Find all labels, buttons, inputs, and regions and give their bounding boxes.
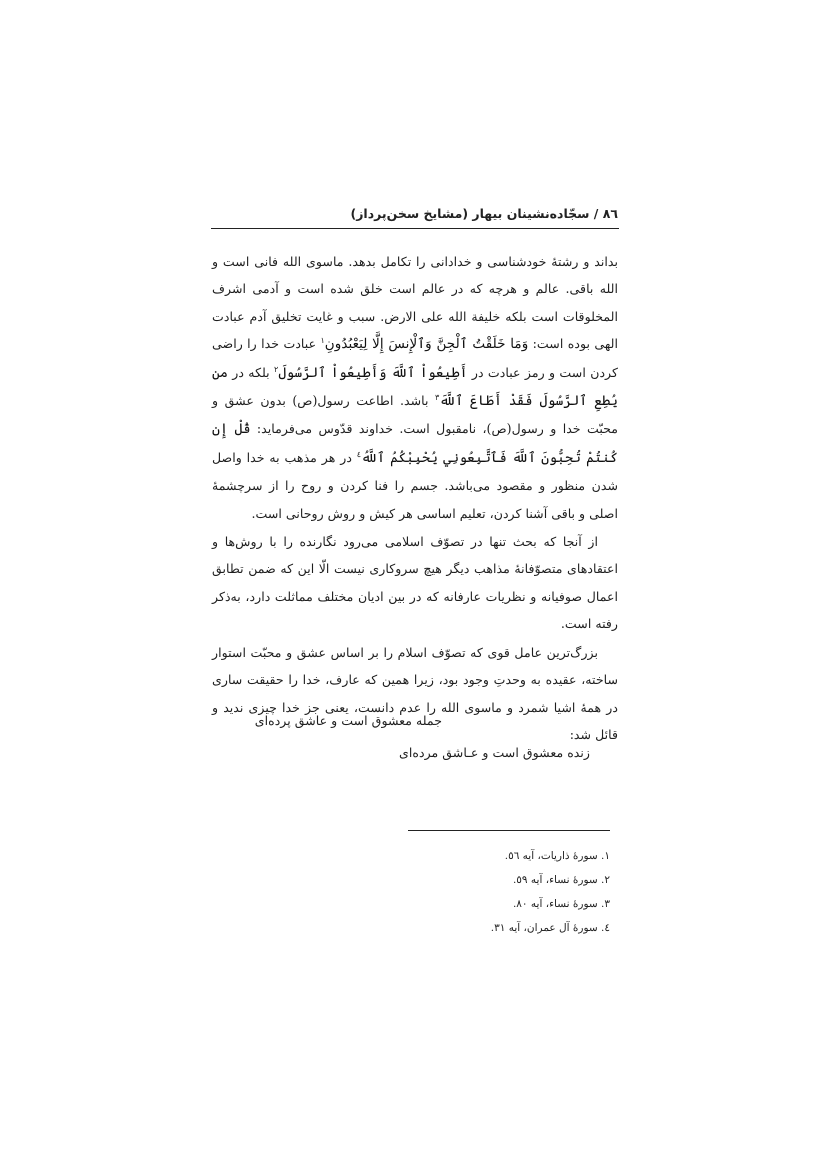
footnote: ٤. سورۀ آل عمران، آیه ٣١. (490, 922, 610, 934)
text-run: باشد. اطاعت رسول(ص) بدون عشق و محبّت خدا و رسول(ص)، نامقبول است. خداوند قدّوس می‌فرماید: (212, 393, 619, 437)
text-run: عبادت خدا را راضی کردن است و رمز عبادت در (212, 336, 618, 380)
poem-line-text: زنده معشوق است و عـاشق مرده‌ای (399, 745, 590, 760)
quran-verse: أَطِيعُواْ ٱللَّهَ وَأَطِيعُواْ ٱلرَّسُولَ (278, 364, 468, 381)
text-run: بلکه در (227, 364, 275, 380)
quran-verse: من يُطِعِ ٱلرَّسُولَ فَقَدْ أَطَاعَ ٱللَّهَ (212, 364, 619, 410)
text-run: از آنجا که بحث تنها در تصوّف اسلامی می‌رود نگارنده را با روش‌ها و اعتقادهای متصوّفانۀ مذاهب دیگر هیچ سروکاری نیست الّا این که ضمن تطابق اعمال صوفیانه و نظریات عارفانه که در بین ادیان مختلف مماثلت دارد، به‌ذکر رفته است. (212, 534, 618, 632)
footnote-reference: ٣ (435, 392, 440, 402)
footnote-reference: ١ (320, 336, 325, 346)
footnote-reference: ٢ (274, 364, 279, 374)
footnote: ٣. سورۀ نساء، آیه ٨٠. (512, 898, 610, 910)
paragraph (212, 248, 618, 527)
quran-verse: قُلْ إِن كُنتُمْ تُحِبُّونَ ٱللَّهَ فَٱتَّبِعُونِي يُحْبِبْكُمُ ٱللَّهُ (212, 421, 618, 466)
paragraph (212, 528, 618, 638)
running-head: ٨٦ / سجّاده‌نشینان بیهار (مشایخ سخن‌پرداز) (350, 206, 618, 221)
body-text (212, 248, 618, 748)
poem-line-text: جمله معشوق است و عاشق پرده‌ای (254, 713, 442, 728)
quran-verse: وَمَا خَلَقْتُ ٱلْجِنَّ وَٱلْإِنسَ إِلَّا لِيَعْبُدُونِ (324, 336, 529, 353)
footnote: ٢. سورۀ نساء، آیه ٥٩. (512, 874, 610, 886)
footnote-reference: ٤ (356, 449, 362, 459)
footnote: ١. سورۀ ذاریات، آیه ٥٦. (504, 850, 610, 862)
footnotes (212, 844, 610, 940)
poem-line (212, 708, 618, 734)
text-run: بزرگ‌ترین عامل قوی که تصوّف اسلام را بر اساس عشق و محبّت استوار ساخته، عقیده به وحدتِ وجود بود، زیرا همین که عارف، خدا را حقیقت ساری در همۀ اشیا شمرد و ماسوی الله را عدم دانست، یعنی جز خدا چیزی ندید و قائل شد: (212, 644, 618, 742)
text-run: بداند و رشتۀ خودشناسی و خدادانی را تکامل بدهد. ماسوی الله فانی است و الله باقی. عالم و هرچه که در عالم است خلق شده است و آدمی اشرف المخلوقات است بلکه خلیفة الله علی الارض. سبب و غایت تخلیق آدم عبادت الهی بوده است: (212, 254, 618, 352)
footnote-rule (408, 830, 610, 831)
header-rule (211, 228, 619, 229)
text-run: در هر مذهب به خدا واصل شدن منظور و مقصود می‌باشد. جسم را فنا کردن و روح را از سرچشمۀ اصلی و باقی آشنا کردن، تعلیم اساسی هر کیش و روش روحانی است. (212, 449, 618, 521)
poem-line (212, 740, 618, 766)
